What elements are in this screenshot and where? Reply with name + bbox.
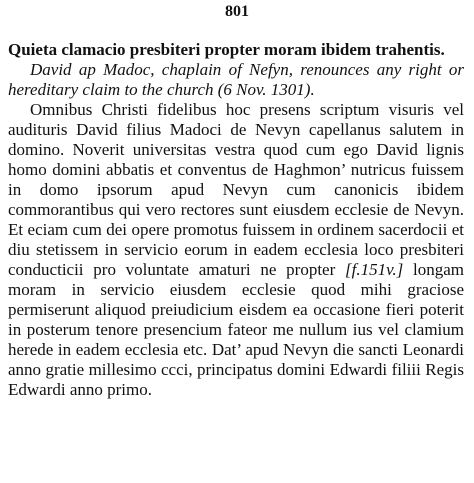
entry-summary: David ap Madoc, chaplain of Nefyn, renounces any right or hereditary claim to the church (6 Nov. 1301). [8,60,464,99]
folio-reference: [f.151v.] [345,260,404,279]
charter-entry [8,40,464,400]
charter-text [8,100,464,400]
charter-text-after-folio: longam moram in servicio eiusdem ecclesie quod mihi graciose permiserunt aliquod preiudicium eisdem ea occasione fieri poterit in posterum tenore presencium fateor me nullum ius vel clamium herede in eadem ecclesia etc. Dat’ apud Nevyn die sancti Leonardi anno gratie millesimo ccci, principatus domini Edwardi filiii Regis Edwardi anno primo. [8,260,464,399]
charter-text-before-folio: Omnibus Christi fidelibus hoc presens scriptum visuris vel audituris David filius Madoci de Nevyn capellanus salutem in domino. Noverit universitas vestra quod cum ego David lignis homo domini abbatis et conventus de Haghmon’ nutricus fuissem in domo ipsorum apud Nevyn cum canonicis ibidem commorantibus qui vero rectores sunt eiusdem ecclesie de Nevyn. Et eciam cum dei opere promotus fuissem in ordinem sacerdocii et diu stetissem in servicio eorum in eadem ecclesia loco presbiteri conducticii pro voluntate amaturi ne propter [8,100,464,279]
entry-heading: Quieta clamacio presbiteri propter moram ibidem trahentis. [8,40,445,59]
page-number: 801 [225,3,249,20]
